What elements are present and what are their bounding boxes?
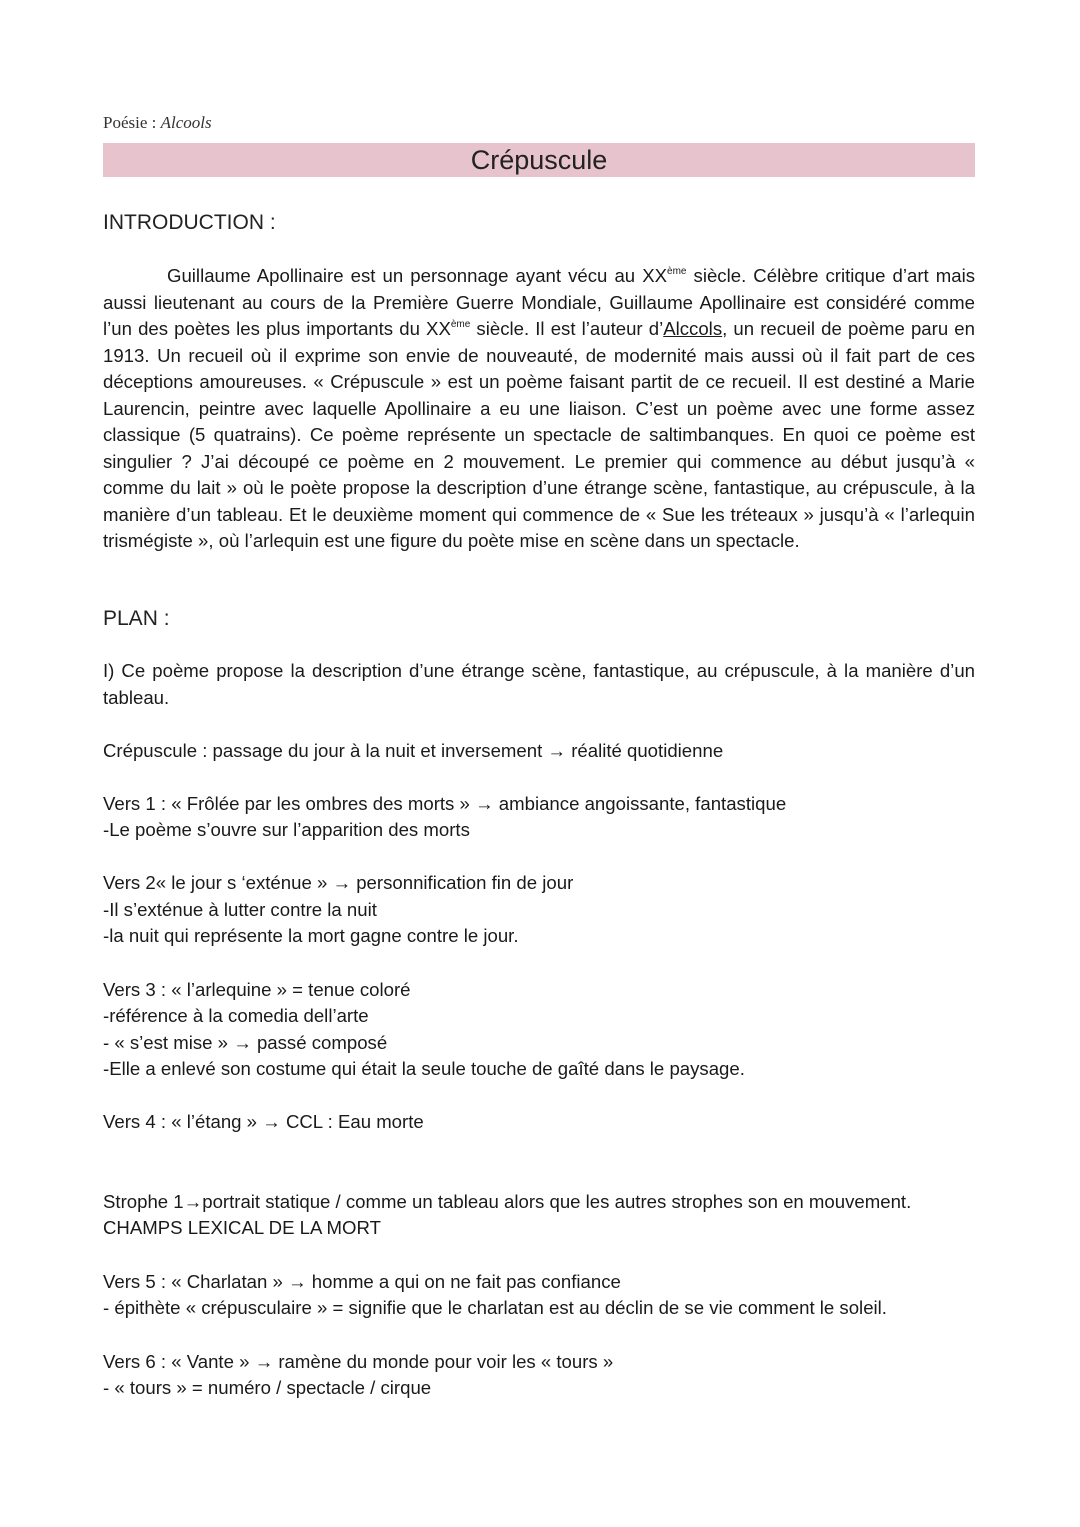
plan-line: Vers 1 : « Frôlée par les ombres des morts » → ambiance angoissante, fantastique [103, 793, 787, 814]
plan-line: Vers 4 : « l’étang » → CCL : Eau morte [103, 1111, 424, 1132]
plan-line: Vers 2« le jour s ‘exténue » → personnification fin de jour [103, 872, 574, 893]
intro-text-c: siècle. Il est l’auteur d’ [470, 318, 664, 339]
intro-sup-1: ème [667, 266, 687, 277]
plan-line: Vers 6 : « Vante » → ramène du monde pour voir les « tours » [103, 1351, 614, 1372]
plan-line: Vers 3 : « l’arlequine » = tenue coloré [103, 979, 411, 1000]
plan-line: CHAMPS LEXICAL DE LA MORT [103, 1217, 381, 1238]
intro-text-b: siècle. Célèbre critique d’art mais aussi lieutenant au cours de la Première Guerre Mondiale, Guillaume Apollinaire est considéré comme l’un des poètes les plus importants du XX [103, 265, 976, 339]
plan-line: - « tours » = numéro / spectacle / cirque [103, 1377, 432, 1398]
introduction-heading: INTRODUCTION : [103, 211, 276, 234]
plan-heading: PLAN : [103, 607, 170, 630]
plan-line: -la nuit qui représente la mort gagne contre le jour. [103, 925, 519, 946]
plan-line: -Elle a enlevé son costume qui était la seule touche de gaîté dans le paysage. [103, 1058, 745, 1079]
intro-sup-2: ème [450, 319, 471, 330]
header-prefix: Poésie : [103, 113, 161, 132]
plan-line: Crépuscule : passage du jour à la nuit et inversement → réalité quotidienne [103, 740, 724, 761]
header-work-title: Alcools [160, 113, 212, 132]
intro-text-a: Guillaume Apollinaire est un personnage ayant vécu au XX [167, 265, 668, 286]
plan-line: -Le poème s’ouvre sur l’apparition des morts [103, 819, 470, 840]
document-title: Crépuscule [103, 143, 975, 177]
plan-line: Strophe 1→portrait statique / comme un tableau alors que les autres strophes son en mouvement. [103, 1191, 912, 1212]
plan-line: Vers 5 : « Charlatan » → homme a qui on ne fait pas confiance [103, 1271, 621, 1292]
introduction-paragraph [103, 263, 975, 555]
plan-part-1-heading: I) Ce poème propose la description d’une étrange scène, fantastique, au crépuscule, à la manière d’un tableau. [103, 660, 975, 708]
plan-line: - épithète « crépusculaire » = signifie que le charlatan est au déclin de se vie comment le soleil. [103, 1297, 887, 1318]
intro-text-d: , un recueil de poème paru en 1913. Un recueil où il exprime son envie de nouveauté, de modernité mais aussi où il fait part de ces déceptions amoureuses. « Crépuscule » est un poème faisant partit de ce recueil. Il est destiné a Marie Laurencin, peintre avec laquelle Apollinaire a eu une liaison. C’est un poème avec une forme assez classique (5 quatrains). Ce poème représente un spectacle de saltimbanques. En quoi ce poème est singulier ? J’ai découpé ce poème en 2 mouvement. Le premier qui commence au début jusqu’à « comme du lait » où le poète propose la description d’une étrange scène, fantastique, au crépuscule, à la manière d’un tableau. Et le deuxième moment qui commence de « Sue les tréteaux » jusqu’à « l’arlequin trismégiste », où l’arlequin est une figure du poète mise en scène dans un spectacle. [103, 318, 975, 551]
page-header [103, 113, 212, 133]
plan-line: -Il s’exténue à lutter contre la nuit [103, 899, 377, 920]
plan-line: -référence à la comedia dell’arte [103, 1005, 369, 1026]
intro-book-title: Alccols [663, 318, 723, 339]
plan-line: - « s’est mise » → passé composé [103, 1032, 388, 1053]
